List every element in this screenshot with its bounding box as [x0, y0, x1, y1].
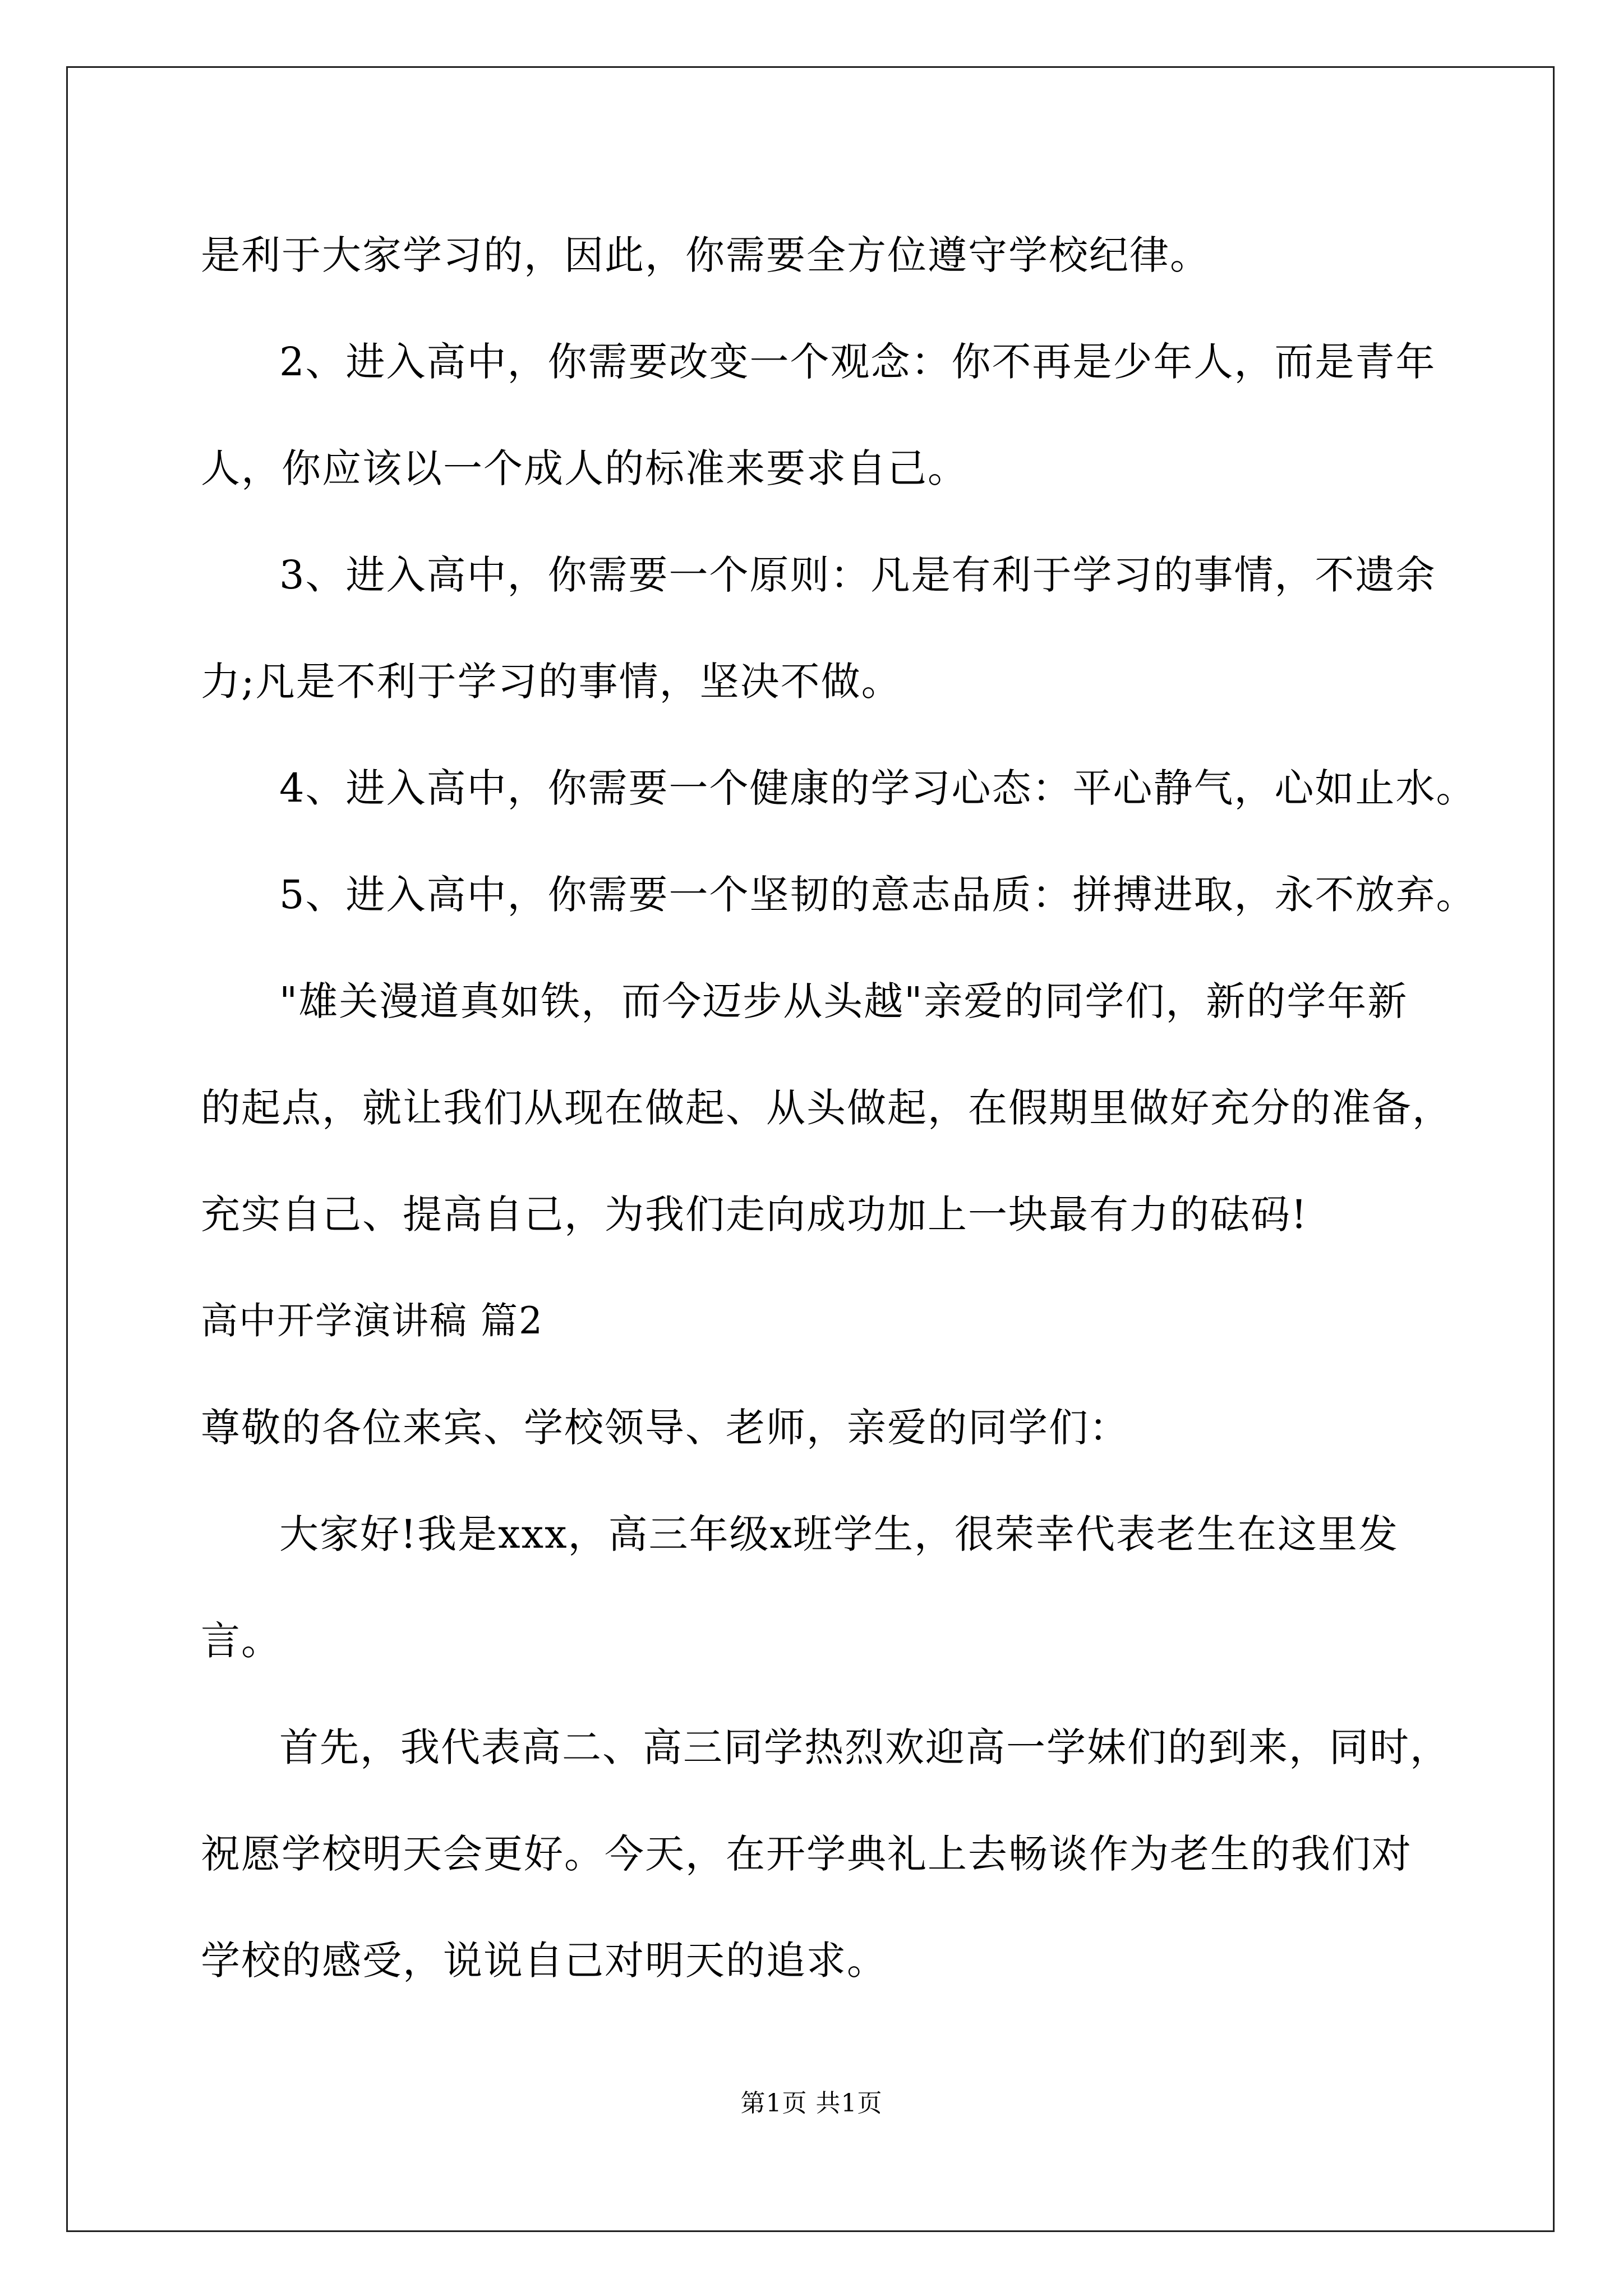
paragraph-line: 的起点，就让我们从现在做起、从头做起，在假期里做好充分的准备， — [201, 1085, 1453, 1131]
paragraph-line: 2、进入高中，你需要改变一个观念：你不再是少年人，而是青年 — [279, 339, 1436, 385]
section-heading: 高中开学演讲稿 篇2 — [201, 1299, 543, 1342]
paragraph-line: 大家好!我是xxx，高三年级x班学生，很荣幸代表老生在这里发 — [279, 1511, 1399, 1557]
paragraph-line: 首先，我代表高二、高三同学热烈欢迎高一学妹们的到来，同时， — [279, 1724, 1450, 1770]
salutation: 尊敬的各位来宾、学校领导、老师，亲爱的同学们： — [201, 1405, 1129, 1451]
paragraph-line: 充实自己、提高自己，为我们走向成功加上一块最有力的砝码! — [201, 1191, 1308, 1237]
paragraph-line: 是利于大家学习的，因此，你需要全方位遵守学校纪律。 — [201, 232, 1210, 278]
paragraph-line: 人，你应该以一个成人的标准来要求自己。 — [201, 445, 968, 491]
page-frame — [66, 66, 1555, 2232]
paragraph-line: 言。 — [201, 1618, 282, 1664]
paragraph-line: "雄关漫道真如铁，而今迈步从头越"亲爱的同学们，新的学年新 — [279, 978, 1408, 1024]
paragraph-line: 学校的感受，说说自己对明天的追求。 — [201, 1938, 887, 1984]
paragraph-line: 5、进入高中，你需要一个坚韧的意志品质：拼搏进取，永不放弃。 — [279, 872, 1477, 918]
paragraph-line: 祝愿学校明天会更好。今天，在开学典礼上去畅谈作为老生的我们对 — [201, 1831, 1412, 1877]
paragraph-line: 3、进入高中，你需要一个原则：凡是有利于学习的事情，不遗余 — [279, 552, 1436, 598]
page-footer — [0, 2087, 1623, 2120]
paragraph-line: 力;凡是不利于学习的事情，坚决不做。 — [201, 659, 902, 705]
page-number: 第1页 共1页 — [740, 2089, 883, 2118]
paragraph-line: 4、进入高中，你需要一个健康的学习心态：平心静气，心如止水。 — [279, 765, 1477, 811]
